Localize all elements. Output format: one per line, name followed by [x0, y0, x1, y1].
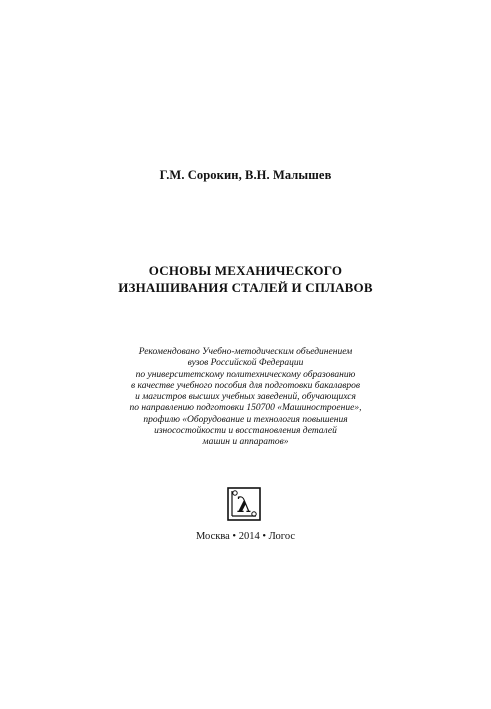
logo-symbol: λ [236, 492, 252, 517]
approval-note [0, 347, 491, 449]
lambda-publisher-logo-icon [227, 487, 261, 521]
approval-line: Рекомендовано Учебно-методическим объединением [138, 347, 353, 357]
approval-line: износостойкости и восстановления деталей [154, 426, 337, 437]
approval-line: профилю «Оборудование и технология повышения [143, 414, 348, 425]
approval-line: в качестве учебного пособия для подготовки бакалавров [130, 380, 360, 391]
approval-line: машин и аппаратов» [202, 437, 289, 448]
authors: Г.М. Сорокин, В.Н. Малышев [159, 168, 332, 182]
approval-line: по университетскому политехническому образованию [135, 369, 356, 380]
approval-line: и магистров высших учебных заведений, обучающихся [135, 392, 356, 403]
logo-graphic [227, 487, 261, 521]
approval-line: по направлению подготовки 150700 «Машиностроение», [129, 403, 362, 414]
book-title [0, 262, 491, 296]
book-title-line: ИЗНАШИВАНИЯ СТАЛЕЙ И СПЛАВОВ [118, 280, 373, 295]
book-title-line: ОСНОВЫ МЕХАНИЧЕСКОГО [148, 263, 343, 278]
publisher-imprint: Москва • 2014 • Логос [195, 531, 295, 542]
approval-line: вузов Российской Федерации [187, 358, 304, 369]
